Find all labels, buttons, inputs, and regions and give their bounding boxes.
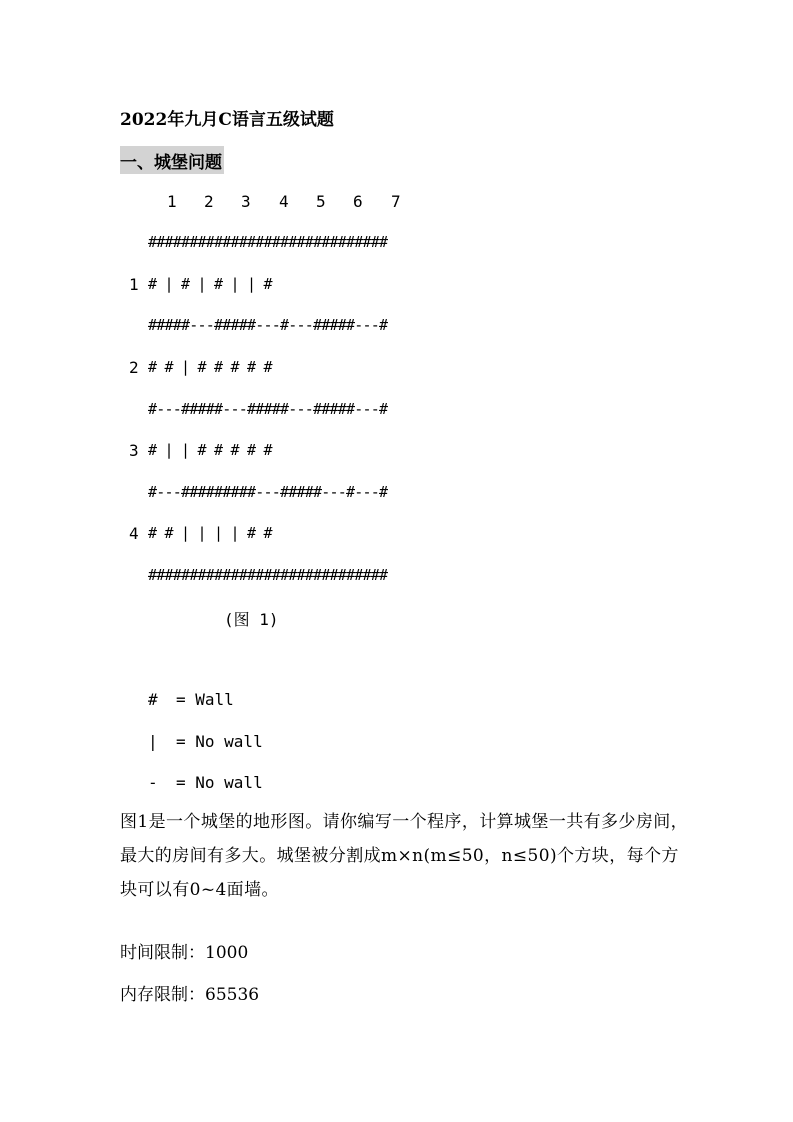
column-number: 6 bbox=[353, 192, 363, 211]
castle-map-line: #---#####---#####---#####---# bbox=[148, 400, 388, 418]
castle-map-line: #---#########---#####---#---# bbox=[148, 483, 388, 501]
memory-limit: 内存限制：65536 bbox=[120, 985, 260, 1005]
section-heading: 一、城堡问题 bbox=[120, 146, 224, 174]
row-number: 2 bbox=[129, 358, 139, 377]
column-number: 7 bbox=[391, 192, 401, 211]
castle-map-line: ############################# bbox=[148, 233, 388, 251]
legend-symbol: - bbox=[148, 773, 158, 792]
row-number: 3 bbox=[129, 441, 139, 460]
castle-map-line: # | # | # | | # bbox=[148, 275, 272, 293]
castle-map-line: #####---#####---#---#####---# bbox=[148, 316, 388, 334]
column-number: 4 bbox=[279, 192, 289, 211]
row-number: 4 bbox=[129, 524, 139, 543]
column-number: 3 bbox=[241, 192, 251, 211]
legend-symbol: # bbox=[148, 690, 158, 709]
castle-map-line: # | | # # # # # bbox=[148, 441, 272, 459]
column-number: 5 bbox=[316, 192, 326, 211]
problem-description: 图1是一个城堡的地形图。请你编写一个程序，计算城堡一共有多少房间，最大的房间有多大。城堡被分割成m×n(m≤50，n≤50)个方块，每个方块可以有0~4面墙。 bbox=[120, 812, 689, 900]
document-title: 2022年九月C语言五级试题 bbox=[120, 110, 334, 130]
figure-caption: (图 1) bbox=[224, 610, 279, 629]
legend-description: = No wall bbox=[176, 773, 263, 792]
castle-map-line: ############################# bbox=[148, 566, 388, 584]
column-number: 1 bbox=[167, 192, 177, 211]
castle-map-line: # # | | | | # # bbox=[148, 524, 272, 542]
castle-map-line: # # | # # # # # bbox=[148, 358, 272, 376]
time-limit: 时间限制：1000 bbox=[120, 943, 249, 963]
legend-symbol: | bbox=[148, 732, 158, 751]
legend-description: = No wall bbox=[176, 732, 263, 751]
legend-description: = Wall bbox=[176, 690, 234, 709]
column-number: 2 bbox=[204, 192, 214, 211]
row-number: 1 bbox=[129, 275, 139, 294]
